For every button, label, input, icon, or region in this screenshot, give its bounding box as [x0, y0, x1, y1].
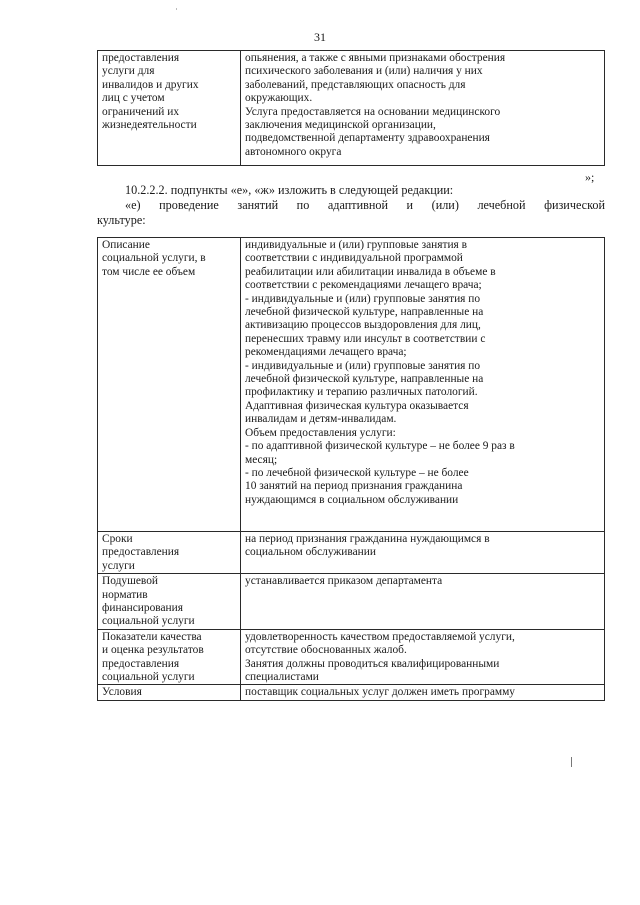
row-content-line: индивидуальные и (или) групповые занятия в: [245, 239, 468, 251]
row-content-line: активизацию процессов выздоровления для лиц,: [245, 319, 481, 332]
page-number: 31: [314, 30, 326, 44]
row-content-line: профилактику и терапию различных патологий.: [245, 386, 478, 399]
row-label-cell: [98, 238, 241, 532]
row-label-line: Сроки: [102, 533, 133, 545]
row-content-line: Услуга предоставляется на основании медицинского: [245, 105, 501, 118]
row-content-cell: [241, 238, 605, 532]
row-label-line: социальной услуги: [102, 671, 195, 684]
row-label-line: Описание: [102, 239, 150, 251]
row-content-line: удовлетворенность качеством предоставляемой услуги,: [245, 630, 515, 643]
row-content-line: инвалидам и детям-инвалидам.: [245, 413, 397, 426]
row-content-line: психического заболевания и (или) наличия у них: [245, 65, 483, 78]
table-row: [98, 629, 605, 685]
row-label-cell: [98, 51, 241, 166]
row-label-line: и оценка результатов: [102, 644, 204, 657]
row-content-line: специалистами: [245, 671, 319, 684]
row-content-line: - по лечебной физической культуре – не более: [245, 466, 469, 479]
table-row: [98, 238, 605, 532]
service-table-continued: [97, 50, 605, 166]
row-content-line: на период признания гражданина нуждающимся в: [245, 533, 490, 545]
row-label-line: жизнедеятельности: [102, 119, 197, 132]
row-content-line: заболеваний, представляющих опасность для: [245, 78, 466, 91]
row-label-line: социальной услуги, в: [102, 252, 206, 265]
scan-mark: [176, 8, 177, 10]
row-label-line: социальной услуги: [102, 615, 195, 628]
subparagraph-e-line-2: культуре:: [97, 213, 146, 227]
row-content-line: социальном обслуживании: [245, 546, 376, 559]
row-label-line: услуги: [102, 559, 135, 572]
row-content-line: перенесших травму или инсульт в соответствии с: [245, 332, 486, 345]
service-table-adaptive-pe: [97, 237, 605, 701]
row-label-line: предоставления: [102, 546, 180, 559]
row-content-line: рекомендациями лечащего врача;: [245, 346, 407, 359]
subparagraph-e-line-1: «е) проведение занятий по адаптивной и (или) лечебной физической: [125, 198, 605, 212]
row-content-cell: [241, 629, 605, 685]
closing-quote-mark: »;: [585, 170, 595, 184]
row-label-line: ограничений их: [102, 105, 180, 118]
row-label-line: норматив: [102, 588, 148, 601]
row-content-line: лечебной физической культуре, направленные на: [245, 373, 484, 386]
row-content-cell: [241, 51, 605, 166]
table-row: [98, 532, 605, 574]
row-content-line: - индивидуальные и (или) групповые занятия по: [245, 292, 481, 305]
row-content-cell: [241, 685, 605, 700]
table-row: [98, 685, 605, 700]
subparagraph-e-heading: [97, 198, 605, 228]
row-content-line: Объем предоставления услуги:: [245, 426, 396, 439]
row-content-line: - по адаптивной физической культуре – не более 9 раз в: [245, 440, 515, 453]
row-content-line: опьянения, а также с явными признаками обострения: [245, 52, 506, 64]
row-label-cell: [98, 574, 241, 630]
table-row: [98, 51, 605, 166]
row-content-line: устанавливается приказом департамента: [245, 575, 443, 588]
row-label-line: предоставления: [102, 52, 180, 64]
row-content-line: окружающих.: [245, 92, 313, 105]
row-content-line: нуждающимся в социальном обслуживании: [245, 493, 459, 506]
row-label-line: лиц с учетом: [102, 92, 165, 105]
row-label-line: предоставления: [102, 657, 180, 670]
row-content-line: соответствии с индивидуальной программой: [245, 252, 463, 265]
row-content-cell: [241, 532, 605, 574]
row-content-line: лечебной физической культуре, направленные на: [245, 306, 484, 319]
row-content-cell: [241, 574, 605, 630]
row-label-cell: [98, 629, 241, 685]
row-content-line: автономного округа: [245, 145, 342, 158]
row-content-line: подведомственной департаменту здравоохранения: [245, 132, 490, 145]
row-content-line: отсутствие обоснованных жалоб.: [245, 644, 407, 657]
amendment-paragraph: 10.2.2.2. подпункты «е», «ж» изложить в следующей редакции:: [125, 183, 454, 197]
row-label-cell: [98, 685, 241, 700]
row-label-cell: [98, 532, 241, 574]
table-row: [98, 574, 605, 630]
row-content-line: Адаптивная физическая культура оказывается: [245, 399, 469, 412]
row-label-line: том числе ее объем: [102, 265, 196, 278]
row-label-line: услуги для: [102, 65, 155, 78]
row-content-line: месяц;: [245, 453, 278, 466]
row-content-line: 10 занятий на период признания гражданина: [245, 480, 463, 493]
row-label-line: инвалидов и других: [102, 78, 199, 91]
scan-mark: [571, 757, 572, 767]
row-label-line: Показатели качества: [102, 630, 202, 643]
row-content-line: поставщик социальных услуг должен иметь программу: [245, 686, 515, 699]
row-content-line: соответствии с рекомендациями лечащего врача;: [245, 279, 482, 292]
row-content-line: заключения медицинской организации,: [245, 119, 436, 132]
row-label-line: финансирования: [102, 602, 183, 615]
row-content-line: - индивидуальные и (или) групповые занятия по: [245, 359, 481, 372]
row-content-line: реабилитации или абилитации инвалида в объеме в: [245, 265, 496, 278]
row-content-line: Занятия должны проводиться квалифицированными: [245, 657, 500, 670]
row-label-line: Условия: [102, 686, 142, 699]
row-label-line: Подушевой: [102, 575, 159, 588]
